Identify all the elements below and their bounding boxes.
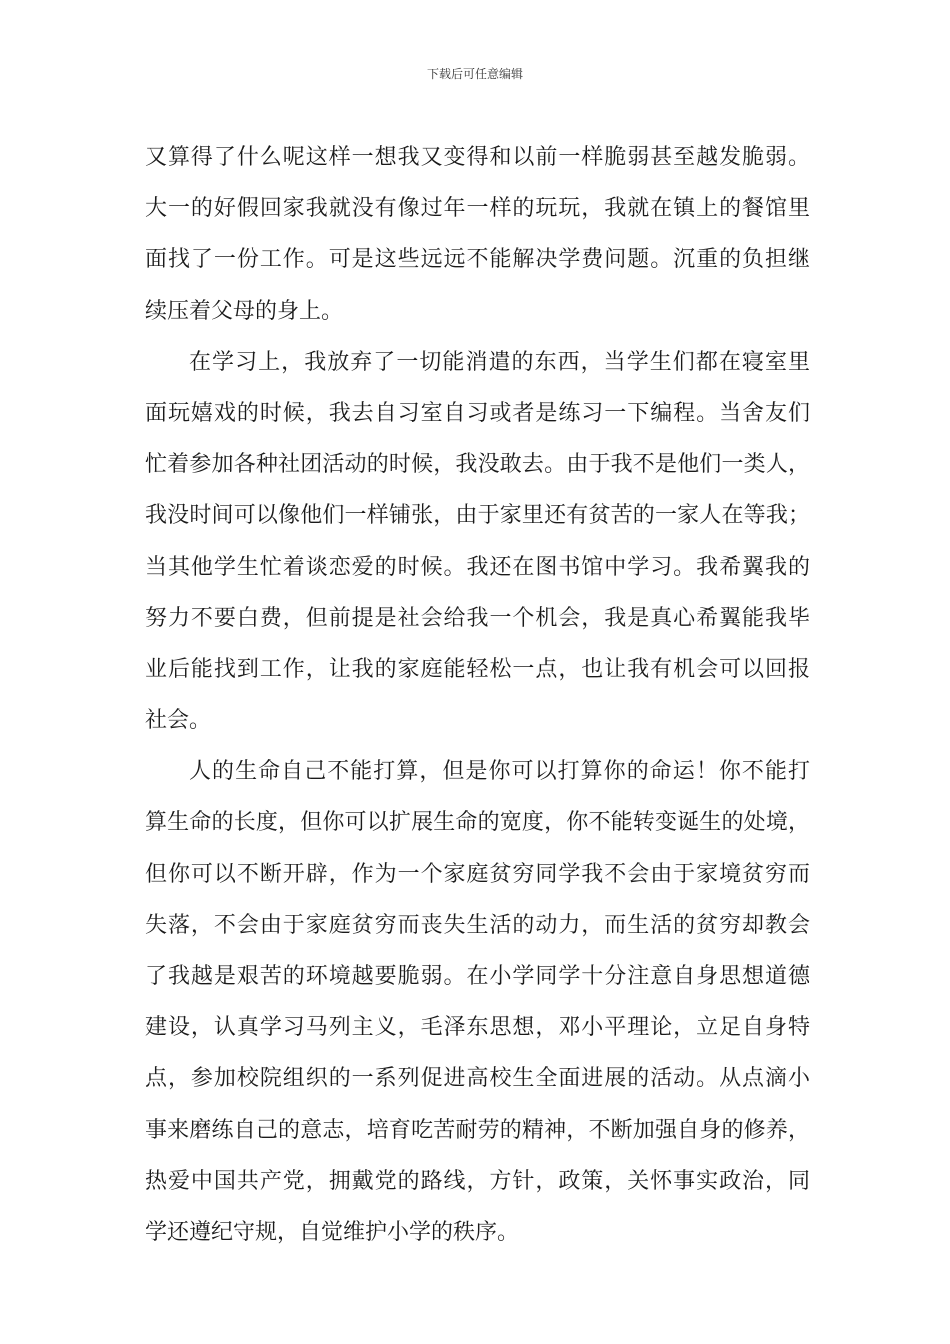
text-line: 学还遵纪守规，自觉维护小学的秩序。 (145, 1219, 520, 1245)
text-line: 续压着父母的身上。 (145, 298, 344, 324)
text-line: 但你可以不断开辟，作为一个家庭贫穷同学我不会由于家境贫穷而 (145, 861, 810, 887)
text-line: 我没时间可以像他们一样铺张，由于家里还有贫苦的一家人在等我； (145, 503, 810, 529)
text-line: 热爱中国共产党，拥戴党的路线，方针，政策，关怀事实政治，同 (145, 1168, 810, 1194)
text-line: 面找了一份工作。可是这些远远不能解决学费问题。沉重的负担继 (145, 247, 810, 273)
paragraph (145, 746, 810, 1258)
text-line: 面玩嬉戏的时候，我去自习室自习或者是练习一下编程。当舍友们 (145, 400, 810, 426)
text-line: 努力不要白费，但前提是社会给我一个机会，我是真心希翼能我毕 (145, 605, 810, 631)
paragraph (145, 337, 810, 747)
text-line: 失落，不会由于家庭贫穷而丧失生活的动力，而生活的贫穷却教会 (145, 912, 810, 938)
text-line: 忙着参加各种社团活动的时候，我没敢去。由于我不是他们一类人， (145, 452, 810, 478)
text-line: 了我越是艰苦的环境越要脆弱。在小学同学十分注意自身思想道德 (145, 964, 810, 989)
text-line: 当其他学生忙着谈恋爱的时候。我还在图书馆中学习。我希翼我的 (145, 554, 810, 580)
text-line: 社会。 (145, 708, 212, 734)
text-line: 人的生命自己不能打算，但是你可以打算你的命运！你不能打 (189, 759, 810, 785)
text-line: 算生命的长度，但你可以扩展生命的宽度，你不能转变诞生的处境， (145, 810, 810, 836)
text-line: 建设，认真学习马列主义，毛泽东思想，邓小平理论，立足自身特 (145, 1015, 810, 1041)
text-line: 在学习上，我放弃了一切能消遣的东西，当学生们都在寝室里 (189, 349, 810, 375)
document-body (145, 132, 810, 1258)
text-line: 大一的好假回家我就没有像过年一样的玩玩，我就在镇上的餐馆里 (145, 196, 810, 222)
text-line: 又算得了什么呢这样一想我又变得和以前一样脆弱甚至越发脆弱。 (145, 145, 810, 170)
text-line: 点，参加校院组织的一系列促进高校生全面进展的活动。从点滴小 (145, 1066, 810, 1092)
page-header: 下载后可任意编辑 (426, 67, 523, 81)
text-line: 事来磨练自己的意志，培育吃苦耐劳的精神，不断加强自身的修养， (145, 1117, 810, 1143)
text-line: 业后能找到工作，让我的家庭能轻松一点，也让我有机会可以回报 (145, 656, 810, 682)
paragraph (145, 132, 810, 337)
